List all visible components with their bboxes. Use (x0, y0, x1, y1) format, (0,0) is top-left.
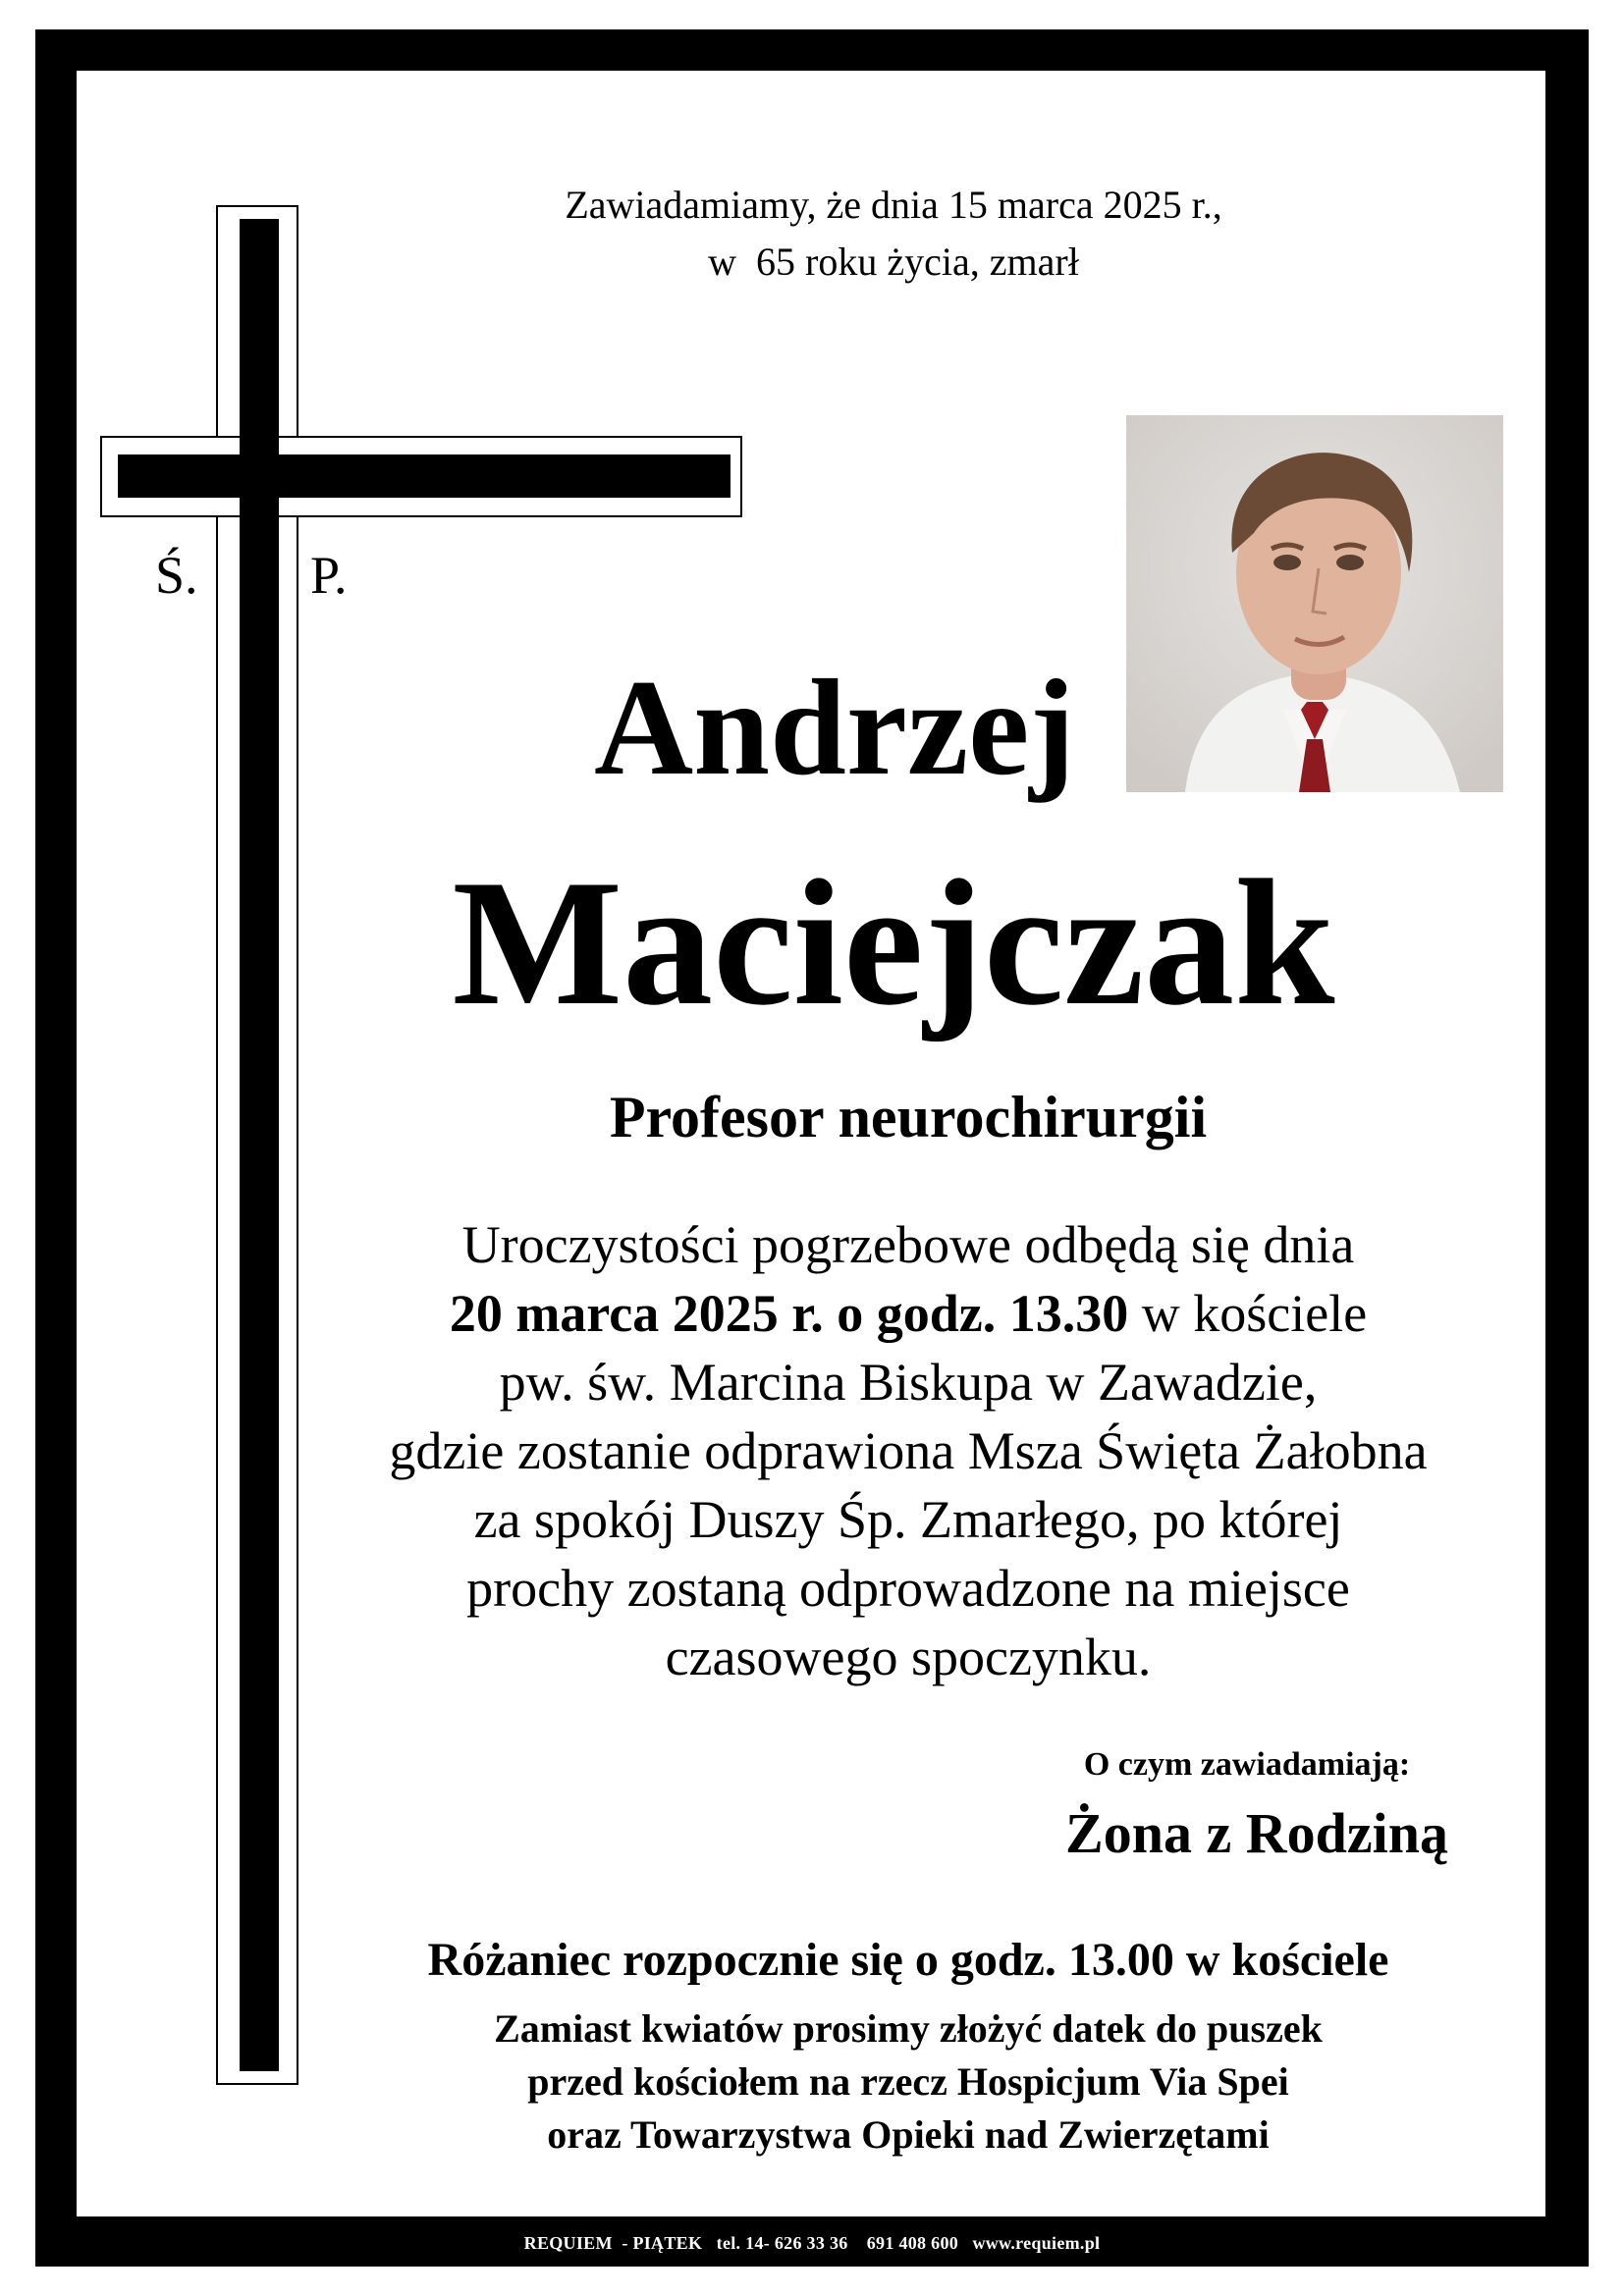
ceremony-line-2-rest: w kościele (1128, 1284, 1368, 1343)
ceremony-line-2 (295, 1279, 1522, 1348)
ceremony-line-4: gdzie zostanie odprawiona Msza Święta Żałobna (389, 1421, 1428, 1480)
cross-horizontal-bar (118, 454, 731, 498)
sp-abbrev-s: Ś. (155, 546, 198, 605)
donation-line-1: Zamiast kwiatów prosimy złożyć datek do puszek (494, 2006, 1323, 2051)
donation-line-3: oraz Towarzystwa Opieki nad Zwierzętami (547, 2112, 1270, 2157)
donation-line-2: przed kościołem na rzecz Hospicjum Via Spei (527, 2059, 1289, 2104)
announcement-intro (491, 177, 1296, 291)
ceremony-line-3: pw. św. Marcina Biskupa w Zawadzie, (499, 1353, 1318, 1412)
intro-line-1: Zawiadamiamy, że dnia 15 marca 2025 r., (565, 183, 1222, 227)
notifiers-label: O czym zawiadamiają: (1083, 1746, 1411, 1783)
deceased-title: Profesor neurochirurgii (609, 1085, 1208, 1149)
ceremony-line-1: Uroczystości pogrzebowe odbędą się dnia (461, 1215, 1355, 1274)
ceremony-line-7: czasowego spoczynku. (665, 1628, 1152, 1686)
footer-contact: REQUIEM - PIĄTEK tel. 14- 626 33 36 691 408 600 www.requiem.pl (523, 2233, 1101, 2253)
portrait-photo (1126, 415, 1503, 792)
portrait-photo-icon (1126, 415, 1503, 792)
notifiers-family: Żona z Rodziną (1065, 1801, 1448, 1865)
ceremony-line-6: prochy zostaną odprowadzone na miejsce (466, 1559, 1350, 1618)
ceremony-date-time: 20 marca 2025 r. o godz. 13.30 (449, 1284, 1129, 1343)
deceased-first-name: Andrzej (594, 652, 1075, 804)
funeral-ceremony-details (295, 1210, 1522, 1691)
ceremony-line-5: za spokój Duszy Śp. Zmarłego, po której (473, 1490, 1343, 1549)
intro-line-2: w 65 roku życia, zmarł (708, 240, 1079, 284)
deceased-surname: Maciejczak (452, 842, 1335, 1042)
rosary-info: Różaniec rozpocznie się o godz. 13.00 w kościele (427, 1934, 1389, 1986)
sp-abbrev-p: P. (310, 546, 348, 605)
donation-request (353, 2002, 1463, 2162)
